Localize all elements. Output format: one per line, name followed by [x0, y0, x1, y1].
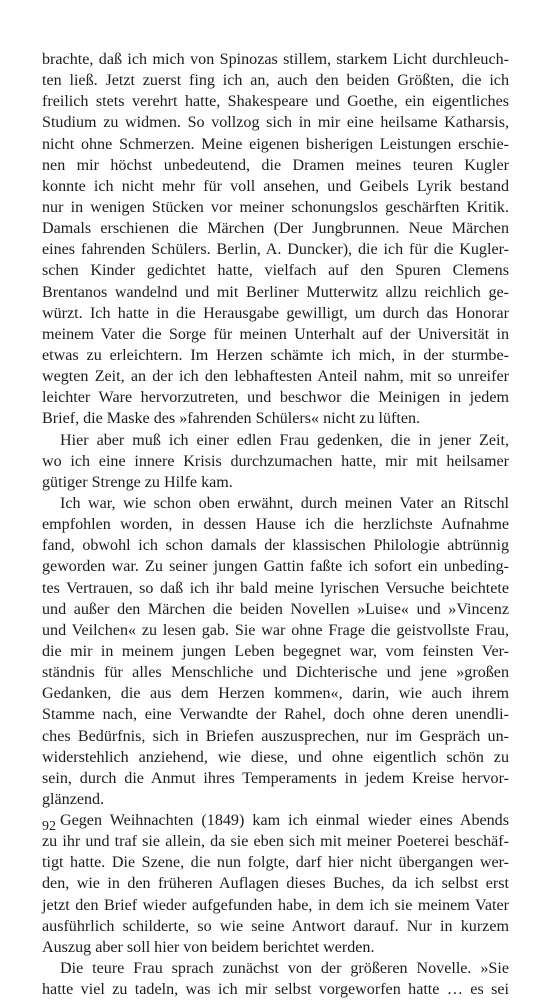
text-line: konnte ich nicht mehr für voll ansehen, und Geibels Lyrik bestand: [42, 177, 509, 195]
page-number: 92: [42, 819, 56, 834]
text-line: eines fahrenden Schülers. Berlin, A. Duncker), die ich für die Kugler-: [42, 241, 509, 259]
text-line: Gedanken, die aus dem Herzen kommen«, darin, wie auch ihrem: [42, 685, 509, 703]
text-line: zu ihr und traf sie allein, da sie eben sich mit meiner Poeterei beschäf-: [42, 833, 509, 851]
text-line: Hier aber muß ich einer edlen Frau gedenken, die in jener Zeit,: [60, 431, 509, 449]
text-line: Gegen Weihnachten (1849) kam ich einmal wieder eines Abends: [60, 812, 509, 830]
text-line: wo ich eine innere Krisis durchzumachen hatte, mir mit heilsamer: [42, 452, 509, 470]
text-line: Auszug aber soll hier von beidem berichtet werden.: [42, 938, 375, 956]
text-line: geworden war. Zu seiner jungen Gattin faßte ich sofort ein unbeding-: [42, 558, 509, 576]
text-line: schen Kinder gedichtet hatte, vielfach auf den Spuren Clemens: [42, 262, 509, 280]
text-line: ches Bedürfnis, sich in Briefen auszusprechen, nur im Gespräch un-: [42, 727, 509, 745]
text-line: Brief, die Maske des »fahrenden Schülers« nicht zu lüften.: [42, 410, 421, 428]
text-line: widerstehlich anziehend, wie diese, und ohne eigentlich schön zu: [42, 748, 509, 766]
text-line: fand, obwohl ich schon damals der klassischen Philologie abtrünnig: [42, 537, 509, 555]
text-line: den, wie in den früheren Auflagen dieses Buches, da ich selbst erst: [42, 875, 509, 893]
text-line: gütiger Strenge zu Hilfe kam.: [42, 473, 233, 491]
text-line: ten ließ. Jetzt zuerst fing ich an, auch den beiden Größten, die ich: [42, 72, 509, 90]
text-line: leichter Ware hervorzutreten, und beschwor die Meinigen in jedem: [42, 389, 509, 407]
text-line: nen mir höchst unbedeutend, die Dramen meines teuren Kugler: [42, 156, 509, 174]
text-line: Studium zu widmen. So vollzog sich in mir eine heilsame Katharsis,: [42, 114, 509, 132]
text-line: hatte viel zu tadeln, was ich mir selbst vorgeworfen hatte … es sei: [42, 981, 509, 999]
text-line: freilich stets verehrt hatte, Shakespeare und Goethe, ein eigentliches: [42, 93, 509, 111]
text-line: tes Vertrauen, so daß ich ihr bald meine lyrischen Versuche beichtete: [42, 579, 509, 597]
text-line: die mir in meinem jungen Leben begegnet war, vom feinsten Ver-: [42, 642, 509, 660]
text-line: Ich war, wie schon oben erwähnt, durch meinen Vater an Ritschl: [60, 494, 509, 512]
text-line: und außer den Märchen die beiden Novellen »Luise« und »Vincenz: [42, 600, 509, 618]
text-line: würzt. Ich hatte in die Herausgabe gewilligt, um durch das Honorar: [42, 304, 509, 322]
text-line: ständnis für alles Menschliche und Dichterische und jene »großen: [42, 664, 509, 682]
text-line: jetzt den Brief wieder aufgefunden habe, in dem ich sie meinem Vater: [42, 896, 509, 914]
text-line: empfohlen worden, in dessen Hause ich die herzlichste Aufnahme: [42, 516, 509, 534]
text-line: brachte, daß ich mich von Spinozas stillem, starkem Licht durchleuch-: [42, 51, 509, 68]
text-line: Brentanos wandelnd und mit Berliner Mutterwitz allzu reichlich ge-: [42, 283, 509, 301]
text-line: Die teure Frau sprach zunächst von der größeren Novelle. »Sie: [60, 960, 509, 978]
text-line: tigt hatte. Die Szene, die nun folgte, darf hier nicht übergangen wer-: [42, 854, 509, 872]
text-line: nicht ohne Schmerzen. Meine eigenen bisherigen Leistungen erschie-: [42, 135, 509, 153]
text-line: Stamme nach, eine Verwandte der Rahel, doch ohne deren unendli-: [42, 706, 509, 724]
text-line: Damals erschienen die Märchen (Der Jungbrunnen. Neue Märchen: [42, 220, 509, 238]
text-line: wegten Zeit, an der ich den lebhaftesten Anteil nahm, mit so unreifer: [42, 368, 509, 386]
text-line: ausführlich schilderte, so wie seine Antwort darauf. Nur in kurzem: [42, 917, 509, 935]
text-line: etwas zu erleichtern. Im Herzen schämte ich mich, in der sturmbe-: [42, 346, 509, 364]
text-line: glänzend.: [42, 790, 105, 808]
text-line: und Veilchen« zu lesen gab. Sie war ohne Frage die geistvollste Frau,: [42, 621, 509, 639]
text-line: sein, durch die Anmut ihres Temperaments in jedem Kreise hervor-: [42, 769, 509, 787]
text-line: nur in wenigen Stücken vor meiner schonungslos geschärften Kritik.: [42, 198, 509, 216]
body-text: [42, 49, 509, 1000]
text-line: meinem Vater die Sorge für meinen Unterhalt auf der Universität in: [42, 325, 509, 343]
